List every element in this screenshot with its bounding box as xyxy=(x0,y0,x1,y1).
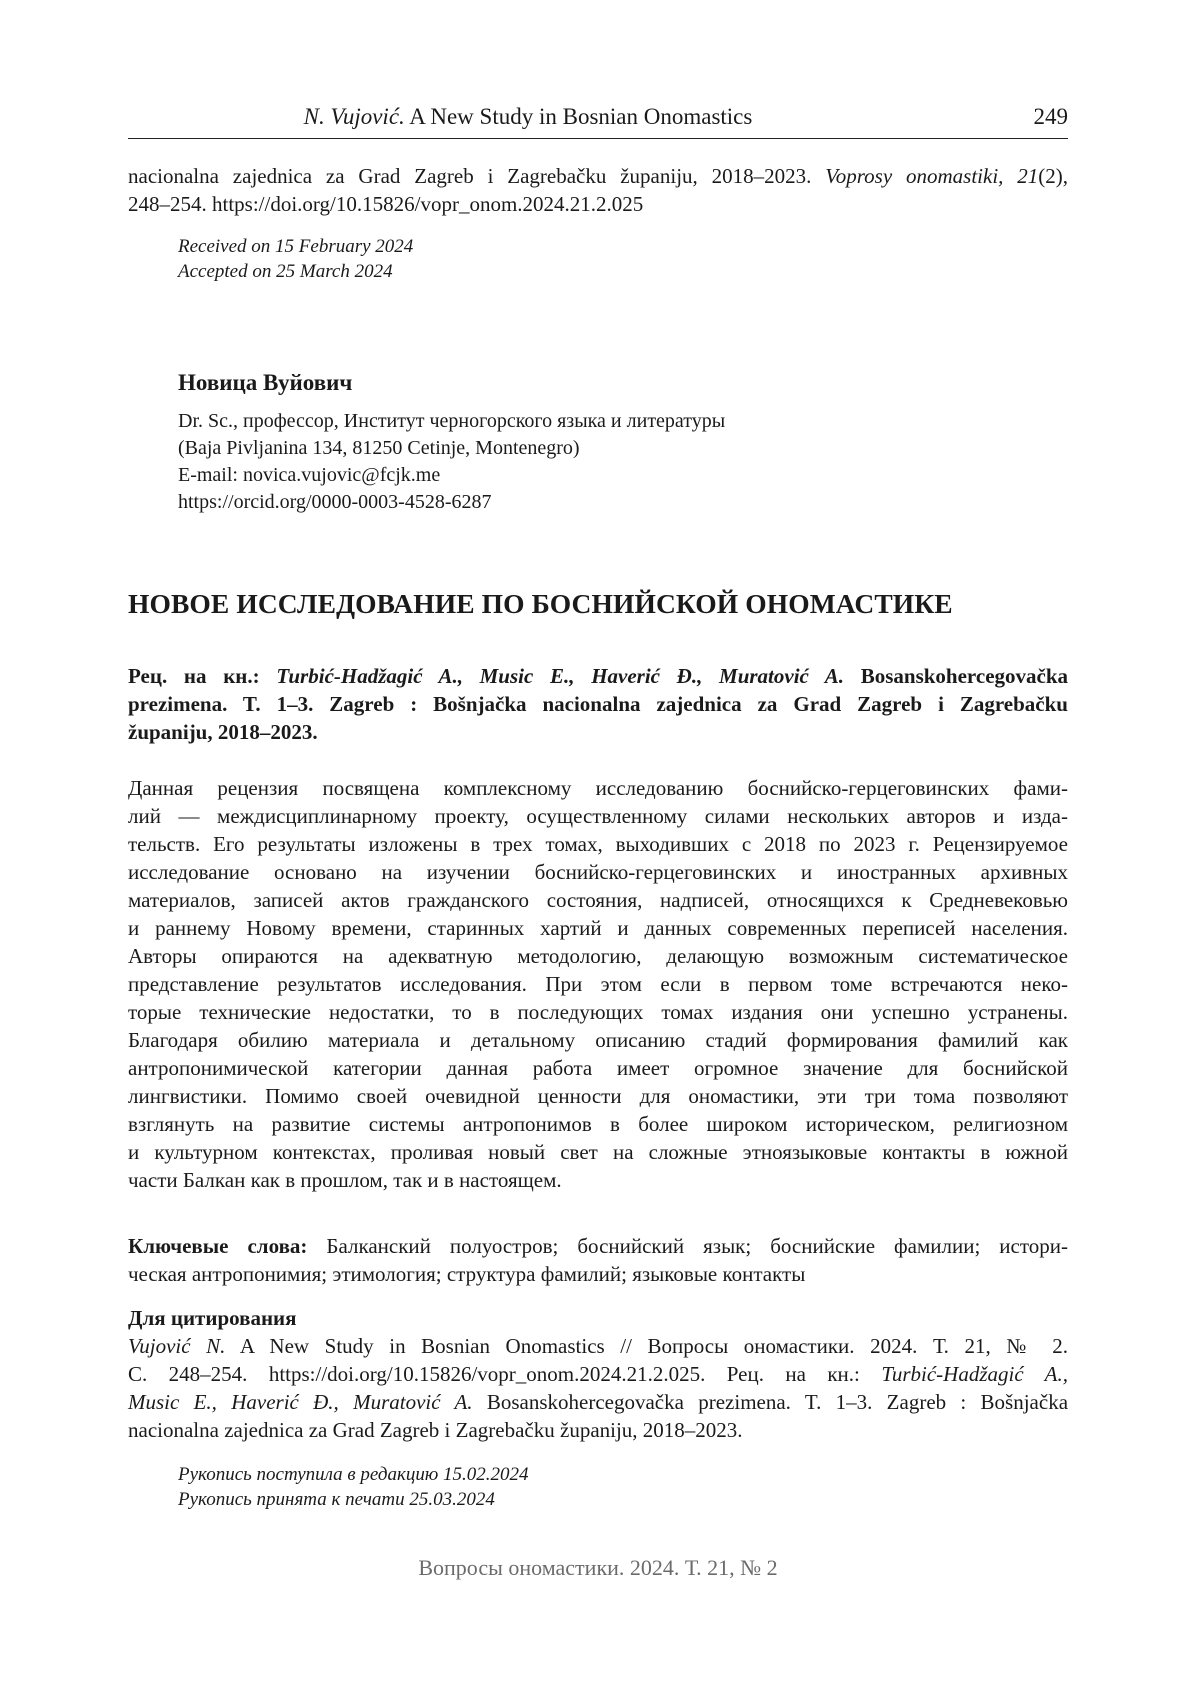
author-orcid: https://orcid.org/0000-0003-4528-6287 xyxy=(178,491,492,513)
reviewed-book-line-2: prezimena. T. 1–3. Zagreb : Bošnjačka nacionalna zajednica za Grad Zagreb i Zagrebačku xyxy=(128,692,1068,716)
author-info xyxy=(178,408,1038,516)
keywords-line-1: Ключевые слова: Балканский полуостров; боснийский язык; боснийские фамилии; истори- xyxy=(128,1234,1068,1258)
reviewed-book-line-3: županiju, 2018–2023. xyxy=(128,720,318,744)
top-citation-line-2: 248–254. https://doi.org/10.15826/vopr_onom.2024.21.2.025 xyxy=(128,192,644,216)
dates-russian xyxy=(178,1462,1038,1512)
page-number: 249 xyxy=(1033,104,1068,129)
keywords-line-2: ческая антропонимия; этимология; структура фамилий; языковые контакты xyxy=(128,1262,806,1286)
reviewed-book-line-1: Рец. на кн.: Turbić-Hadžagić A., Music E., Haverić Đ., Muratović A. Bosanskohercegovačka xyxy=(128,664,1069,688)
accepted-date-en: Accepted on 25 March 2024 xyxy=(178,261,393,282)
abstract-line: антропонимической категории данная работа имеет огромное значение для боснийской xyxy=(128,1056,1068,1080)
abstract-line: Данная рецензия посвящена комплексному исследованию боснийско-герцеговинских фами- xyxy=(128,776,1068,800)
abstract-line: Авторы опираются на адекватную методологию, делающую возможным систематическое xyxy=(128,944,1068,968)
dates-english xyxy=(178,234,1038,284)
abstract-line: торые технические недостатки, то в последующих томах издания они успешно устранены. xyxy=(128,1000,1068,1024)
abstract-line: тельств. Его результаты изложены в трех томах, выходивших с 2018 по 2023 г. Рецензируемое xyxy=(128,832,1068,856)
keywords-label: Ключевые слова: xyxy=(128,1234,308,1258)
keywords xyxy=(128,1232,1068,1288)
running-author: N. Vujović. xyxy=(303,104,405,129)
article-title: НОВОЕ ИССЛЕДОВАНИЕ ПО БОСНИЙСКОЙ ОНОМАСТИКЕ xyxy=(128,588,953,619)
running-article-title: A New Study in Bosnian Onomastics xyxy=(409,104,753,129)
abstract-line: лингвистики. Помимо своей очевидной ценности для ономастики, эти три тома позволяют xyxy=(128,1084,1068,1108)
running-title xyxy=(128,104,928,130)
citation-line-4: nacionalna zajednica za Grad Zagreb i Zagrebačku županiju, 2018–2023. xyxy=(128,1418,743,1442)
abstract xyxy=(128,774,1068,1194)
page xyxy=(128,0,1068,1694)
accepted-date-ru: Рукопись принята к печати 25.03.2024 xyxy=(178,1489,495,1510)
citation-line-1: Vujović N. A New Study in Bosnian Onomastics // Вопросы ономастики. 2024. Т. 21, № 2. xyxy=(128,1334,1069,1358)
author-name: Новица Вуйович xyxy=(178,370,353,395)
reviewed-book xyxy=(128,662,1068,746)
abstract-line: части Балкан как в прошлом, так и в настоящем. xyxy=(128,1168,562,1192)
top-citation-line-1: nacionalna zajednica za Grad Zagreb i Zagrebačku županiju, 2018–2023. Voprosy onomastiki, 21(2), xyxy=(128,164,1069,188)
abstract-line: лий — междисциплинарному проекту, осуществленному силами нескольких авторов и изда- xyxy=(128,804,1068,828)
received-date-en: Received on 15 February 2024 xyxy=(178,236,414,257)
abstract-line: материалов, записей актов гражданского состояния, надписей, относящихся к Средневековью xyxy=(128,888,1068,912)
running-header xyxy=(128,104,1068,139)
abstract-line: взглянуть на развитие системы антропонимов в более широком историческом, религиозном xyxy=(128,1112,1068,1136)
received-date-ru: Рукопись поступила в редакцию 15.02.2024 xyxy=(178,1464,529,1485)
author-email: E-mail: novica.vujovic@fcjk.me xyxy=(178,464,441,486)
abstract-line: и культурном контекстах, проливая новый свет на сложные этноязыковые контакты в южной xyxy=(128,1140,1068,1164)
citation-block xyxy=(128,1304,1068,1444)
abstract-line: исследование основано на изучении боснийско-герцеговинских и иностранных архивных xyxy=(128,860,1068,884)
reviewed-authors: Turbić-Hadžagić A., Music E., Haverić Đ., Muratović A. xyxy=(276,664,845,688)
page-footer: Вопросы ономастики. 2024. Т. 21, № 2 xyxy=(418,1555,778,1580)
abstract-line: Благодаря обилию материала и детальному описанию стадий формирования фамилий как xyxy=(128,1028,1068,1052)
journal-name: Voprosy onomastiki, 21 xyxy=(825,164,1039,188)
author-affiliation: Dr. Sc., профессор, Институт черногорского языка и литературы xyxy=(178,410,726,432)
citation-line-2: С. 248–254. https://doi.org/10.15826/vopr_onom.2024.21.2.025. Рец. на кн.: Turbić-Hadžagić A., xyxy=(128,1362,1069,1386)
top-citation xyxy=(128,162,1068,218)
abstract-line: представление результатов исследования. При этом если в первом томе встречаются неко- xyxy=(128,972,1068,996)
citation-heading: Для цитирования xyxy=(128,1306,297,1330)
abstract-line: и раннему Новому времени, старинных хартий и данных современных переписей населения. xyxy=(128,916,1068,940)
citation-line-3: Music E., Haverić Đ., Muratović A. Bosanskohercegovačka prezimena. T. 1–3. Zagreb : Bošnjačka xyxy=(128,1390,1069,1414)
author-address: (Baja Pivljanina 134, 81250 Cetinje, Montenegro) xyxy=(178,437,580,459)
